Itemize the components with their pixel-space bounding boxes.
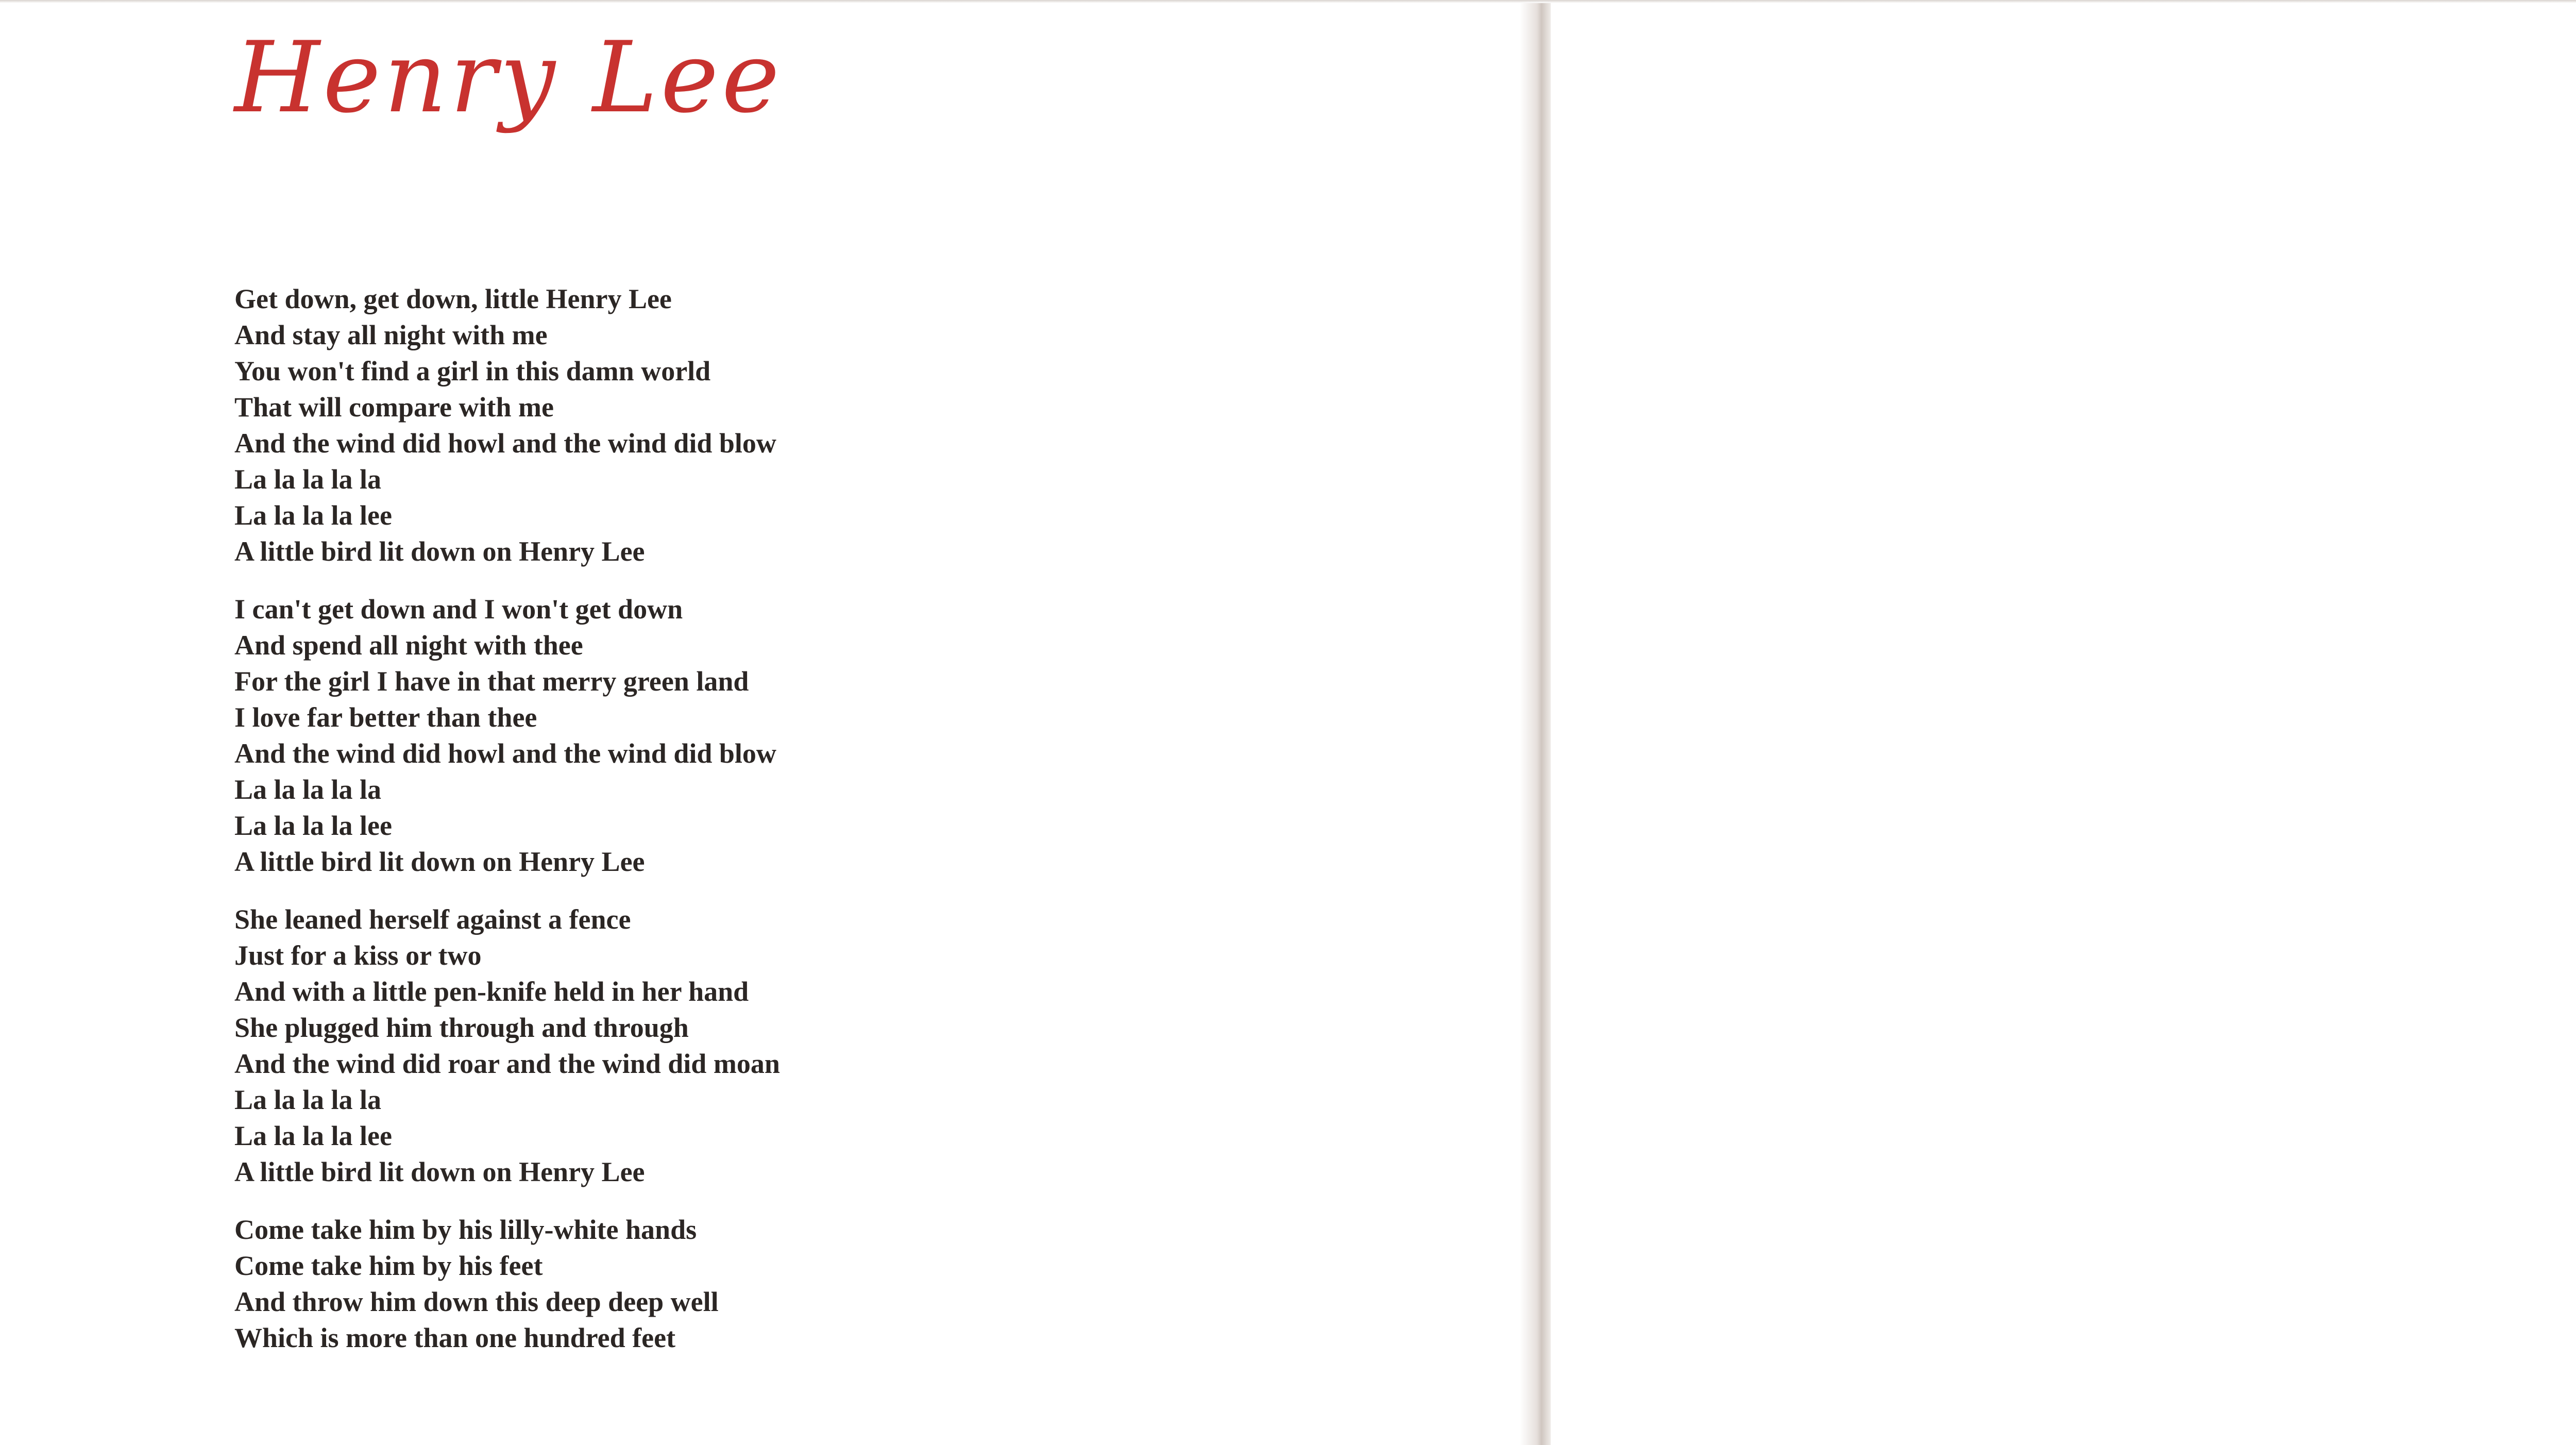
stanza [234,281,780,569]
lyric-line: And spend all night with thee [234,630,583,661]
lyric-line: That will compare with me [234,392,554,423]
lyric-line: La la la la la [234,1084,382,1115]
lyric-line: A little bird lit down on Henry Lee [234,536,645,567]
lyric-line: La la la la lee [234,810,392,841]
lyric-line: She leaned herself against a fence [234,904,631,935]
lyric-line: You won't find a girl in this damn world [234,356,711,387]
lyric-line: And the wind did howl and the wind did blow [234,738,776,769]
stanza [234,1212,780,1356]
lyric-line: La la la la la [234,464,382,495]
stanza [234,901,780,1190]
lyric-line: And throw him down this deep deep well [234,1286,719,1317]
lyric-line: For the girl I have in that merry green land [234,666,749,697]
lyric-line: La la la la lee [234,500,392,531]
right-page [1540,0,2576,1445]
lyric-line: I can't get down and I won't get down [234,594,683,625]
lyric-line: I love far better than thee [234,702,537,733]
lyric-line: Just for a kiss or two [234,940,482,971]
lyric-line: Get down, get down, little Henry Lee [234,283,672,314]
lyric-line: And the wind did roar and the wind did moan [234,1048,780,1079]
lyric-line: A little bird lit down on Henry Lee [234,846,645,877]
lyric-line: And the wind did howl and the wind did blow [234,428,776,459]
song-title: Henry Lee [234,21,783,135]
lyric-line: She plugged him through and through [234,1012,689,1043]
lyric-line: And with a little pen-knife held in her hand [234,976,749,1007]
lyric-line: A little bird lit down on Henry Lee [234,1156,645,1187]
lyric-line: Which is more than one hundred feet [234,1322,676,1353]
lyric-line: Come take him by his lilly-white hands [234,1214,697,1245]
lyric-line: Come take him by his feet [234,1250,543,1281]
left-lyrics-column [234,281,780,1377]
page-edge-top [0,0,2576,3]
lyric-line: La la la la la [234,774,382,805]
stanza [234,591,780,880]
lyric-line: La la la la lee [234,1120,392,1151]
book-gutter [1520,0,1551,1445]
lyric-line: And stay all night with me [234,320,548,350]
